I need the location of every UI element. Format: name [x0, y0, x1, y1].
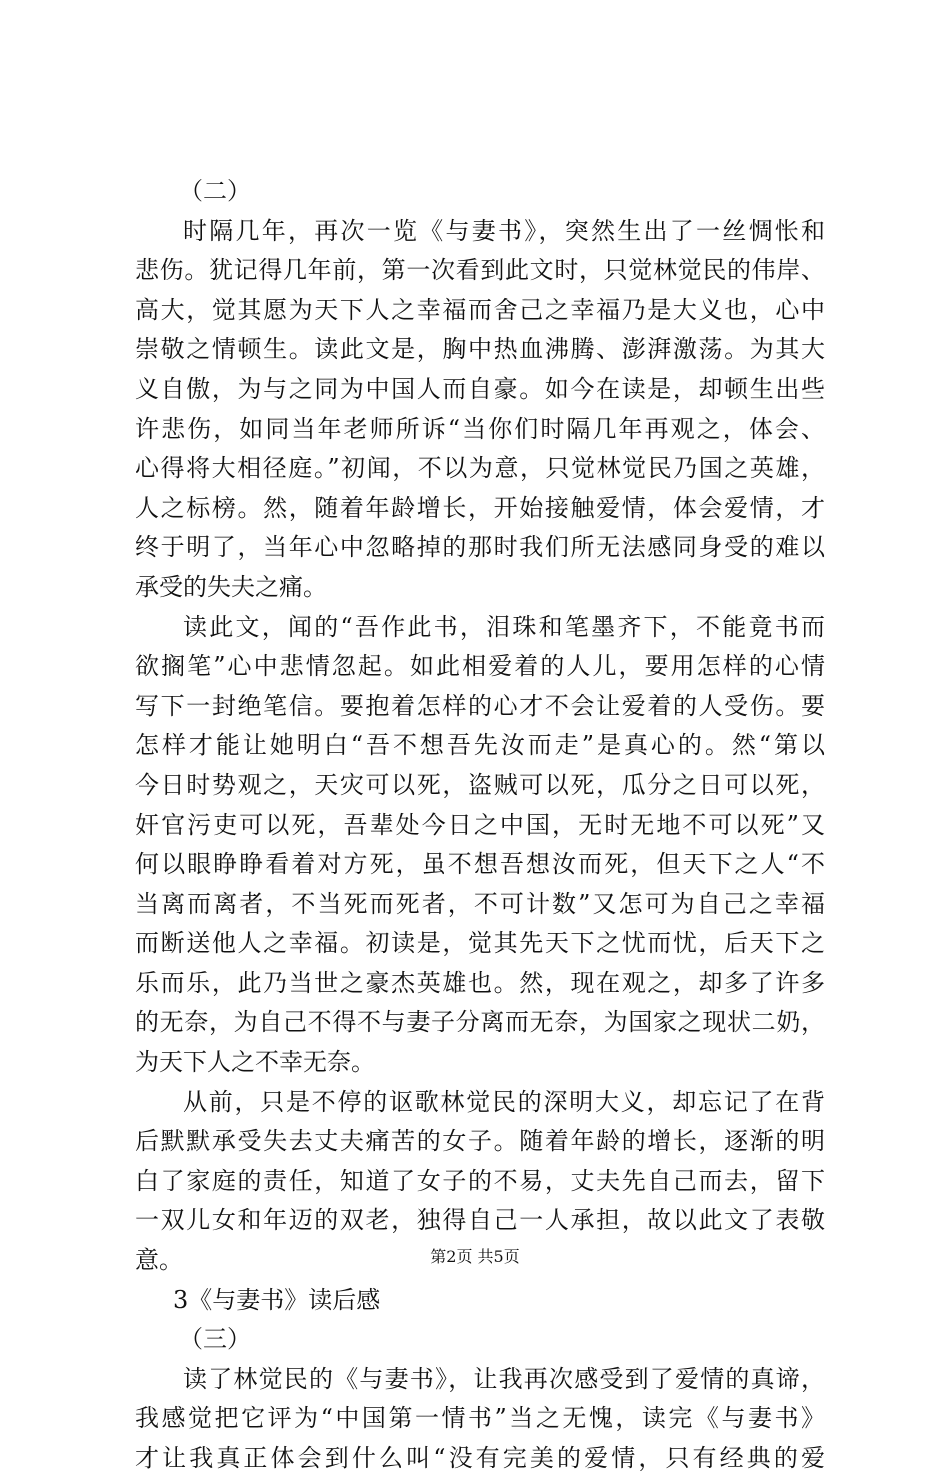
page-number-footer: 第2页 共5页 — [430, 1247, 520, 1266]
text-line: 的无奈，为自己不得不与妻子分离而无奈，为国家之现状二奶， — [135, 1008, 825, 1037]
text-line: 一双儿女和年迈的双老，独得自己一人承担，故以此文了表敬 — [135, 1206, 825, 1235]
text-line: 人之标榜。然，随着年龄增长，开始接触爱情，体会爱情，才 — [135, 493, 825, 522]
text-line: 我感觉把它评为“中国第一情书”当之无愧，读完《与妻书》 — [135, 1404, 825, 1433]
section-number: （二） — [179, 177, 251, 205]
text-line: 时隔几年，再次一览《与妻书》，突然生出了一丝惆怅和 — [183, 216, 825, 245]
text-line: 读了林觉民的《与妻书》，让我再次感受到了爱情的真谛， — [183, 1364, 825, 1393]
text-line: 何以眼睁睁看着对方死，虽不想吾想汝而死，但天下之人“不 — [135, 850, 825, 879]
text-line: 后默默承受失去丈夫痛苦的女子。随着年龄的增长，逐渐的明 — [135, 1127, 825, 1156]
text-line: 才让我真正体会到什么叫“没有完美的爱情，只有经典的爱 — [135, 1444, 825, 1472]
text-line: 乐而乐，此乃当世之豪杰英雄也。然，现在观之，却多了许多 — [135, 968, 825, 997]
text-line: 奸官污吏可以死，吾辈处今日之中国，无时无地不可以死”又 — [135, 810, 825, 839]
text-line: 写下一封绝笔信。要抱着怎样的心才不会让爱着的人受伤。要 — [135, 691, 825, 720]
text-line: 怎样才能让她明白“吾不想吾先汝而走”是真心的。然“第以 — [135, 731, 825, 760]
text-line: 悲伤。犹记得几年前，第一次看到此文时，只觉林觉民的伟岸、 — [135, 256, 825, 285]
text-line: 心得将大相径庭。”初闻，不以为意，只觉林觉民乃国之英雄， — [135, 454, 825, 483]
text-line: 而断送他人之幸福。初读是，觉其先天下之忧而忧，后天下之 — [135, 929, 825, 958]
text-line: 从前，只是不停的讴歌林觉民的深明大义，却忘记了在背 — [183, 1087, 825, 1116]
section-number: （三） — [179, 1325, 251, 1354]
text-line: 今日时势观之，天灾可以死，盗贼可以死，瓜分之日可以死， — [135, 770, 825, 799]
document-body — [135, 172, 825, 1479]
text-line: 当离而离者，不当死而死者，不可计数”又怎可为自己之幸福 — [135, 889, 825, 918]
text-line: 白了家庭的责任，知道了女子的不易，丈夫先自己而去，留下 — [135, 1166, 825, 1195]
text-line: 义自傲，为与之同为中国人而自豪。如今在读是，却顿生出些 — [135, 374, 825, 403]
text-line: 崇敬之情顿生。读此文是，胸中热血沸腾、澎湃激荡。为其大 — [135, 335, 825, 364]
text-line: 意。 — [135, 1246, 183, 1275]
text-line: 欲搁笔”心中悲情忽起。如此相爱着的人儿，要用怎样的心情 — [135, 652, 825, 681]
text-line: 读此文，闻的“吾作此书，泪珠和笔墨齐下，不能竟书而 — [183, 612, 825, 641]
text-line: 许悲伤，如同当年老师所诉“当你们时隔几年再观之，体会、 — [135, 414, 825, 443]
text-line: 终于明了，当年心中忽略掉的那时我们所无法感同身受的难以 — [135, 533, 825, 562]
text-line: 为天下人之不幸无奈。 — [135, 1048, 375, 1077]
text-line: 承受的失夫之痛。 — [135, 572, 327, 601]
section-title: 3《与妻书》读后感 — [173, 1285, 381, 1314]
text-line: 高大，觉其愿为天下人之幸福而舍己之幸福乃是大义也，心中 — [135, 295, 825, 324]
